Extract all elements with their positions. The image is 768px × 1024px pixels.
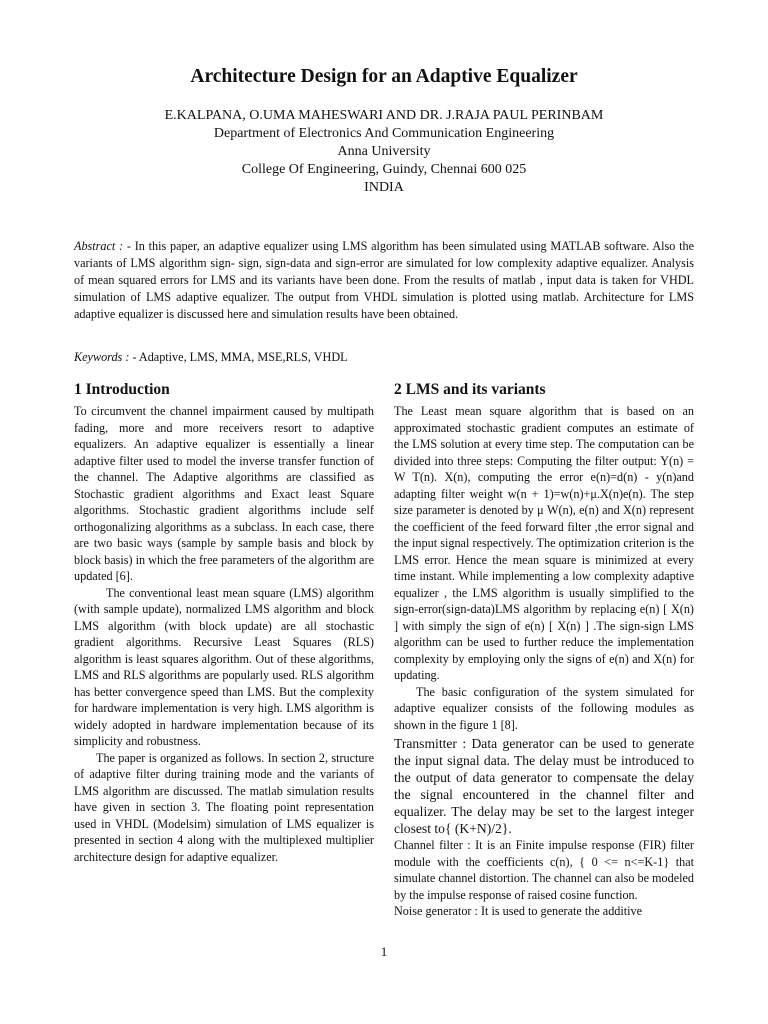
section-heading-lms: 2 LMS and its variants xyxy=(394,381,546,398)
page-number: 1 xyxy=(380,944,388,959)
paper-title: Architecture Design for an Adaptive Equalizer xyxy=(190,66,578,87)
intro-paragraph-3: The paper is organized as follows. In section 2, structure of adaptive filter during training mode and the variants of LMS algorithm are discussed. The matlab simulation results have given in section 3. The floating point representation used in VHDL (Modelsim) simulation of LMS equalizer is presented in section 4 along with the multiplexed multiplier architecture design for adaptive equalizer. xyxy=(74,750,374,864)
lms-paragraph-2: The basic configuration of the system simulated for adaptive equalizer consists of the following modules as shown in the figure 1 [8]. xyxy=(394,684,694,732)
author-block xyxy=(0,107,768,197)
section-heading-introduction: 1 Introduction xyxy=(74,381,170,398)
author-country: INDIA xyxy=(364,180,404,195)
lms-paragraph-1: The Least mean square algorithm that is based on an approximated stochastic gradient computes an estimate of the LMS solution at every time step. The computation can be divided into three steps: Computing the filter output: Y(n) = W T(n). X(n), computing the error e(n)=d(n) - y(n)and adapting filter weight w(n + 1)=w(n)+μ.X(n)e(n). The step size parameter is denoted by μ W(n), e(n) and X(n) represent the coefficient of the feed forward filter ,the error signal and the input signal respectively. The optimization criterion is the LMS error. Hence the mean square is minimized at every time instant. While implementing a low complexity adaptive equalizer , the LMS algorithm is usually simplified to the sign-error(sign-data)LMS algorithm by replacing e(n) [ X(n) ] with simply the sign of e(n) [ X(n) ] .The sign-sign LMS algorithm can be used to further reduce the implementation complexity by employing only the signs of e(n) and X(n) for updating. xyxy=(394,404,694,682)
keywords-label: Keywords : - xyxy=(74,350,137,364)
author-department: Department of Electronics And Communication Engineering xyxy=(213,126,555,141)
author-names: E.KALPANA, O.UMA MAHESWARI AND DR. J.RAJA PAUL PERINBAM xyxy=(164,108,604,123)
left-column xyxy=(74,380,374,865)
intro-paragraph-1: To circumvent the channel impairment caused by multipath fading, more and more receivers resort to adaptive equalizers. An adaptive equalizer is essentially a linear adaptive filter used to model the inverse transfer function of the channel. The Adaptive algorithms are classified as Stochastic gradient algorithms and Exact least Square algorithms. Stochastic gradient algorithms include self orthogonalizing algorithms as a subclass. In each case, there are two basic ways (sample by sample basis and block by block basis) in which the free parameters of the algorithm are updated [6]. xyxy=(74,404,374,583)
abstract-text: In this paper, an adaptive equalizer using LMS algorithm has been simulated using MATLAB software. Also the variants of LMS algorithm sign- sign, sign-data and sign-error are simulated for low complexity adaptive equalizer. Analysis of mean squared errors for LMS and its variants have been done. From the results of matlab , input data is taken for VHDL simulation of LMS adaptive equalizer. The output from VHDL simulation is plotted using matlab. Architecture for LMS adaptive equalizer is discussed here and simulation results have been obtained. xyxy=(74,239,694,321)
right-column xyxy=(394,380,694,920)
transmitter-paragraph: Transmitter : Data generator can be used to generate the input signal data. The delay must be introduced to the output of data generator to compensate the delay the signal encountered in the channel filter and equalizer. The delay may be set to the largest integer closest to{ (K+N)/2}. xyxy=(394,736,694,836)
channel-filter-paragraph: Channel filter : It is an Finite impulse response (FIR) filter module with the coefficients c(n), { 0 <= n<=K-1} that simulate channel distortion. The channel can also be modeled by the impulse response of raised cosine function. xyxy=(394,838,694,902)
abstract-label: Abstract : - xyxy=(74,239,131,253)
keywords xyxy=(74,349,694,366)
author-university: Anna University xyxy=(337,144,431,159)
author-college: College Of Engineering, Guindy, Chennai 600 025 xyxy=(241,162,527,177)
noise-generator-paragraph: Noise generator : It is used to generate the additive xyxy=(394,904,643,918)
keywords-text: Adaptive, LMS, MMA, MSE,RLS, VHDL xyxy=(138,350,348,364)
abstract xyxy=(74,238,694,323)
intro-paragraph-2: The conventional least mean square (LMS) algorithm (with sample update), normalized LMS algorithm and block LMS algorithm (with block update) are all stochastic gradient algorithms. Recursive Least Squares (RLS) algorithm is least squares algorithm. Out of these algorithms, LMS and RLS algorithms are popularly used. RLS algorithm has better convergence speed than LMS. But the complexity for hardware implementation is very high. LMS algorithm is widely adopted in hardware implementation because of its simplicity and robustness. xyxy=(74,585,374,748)
